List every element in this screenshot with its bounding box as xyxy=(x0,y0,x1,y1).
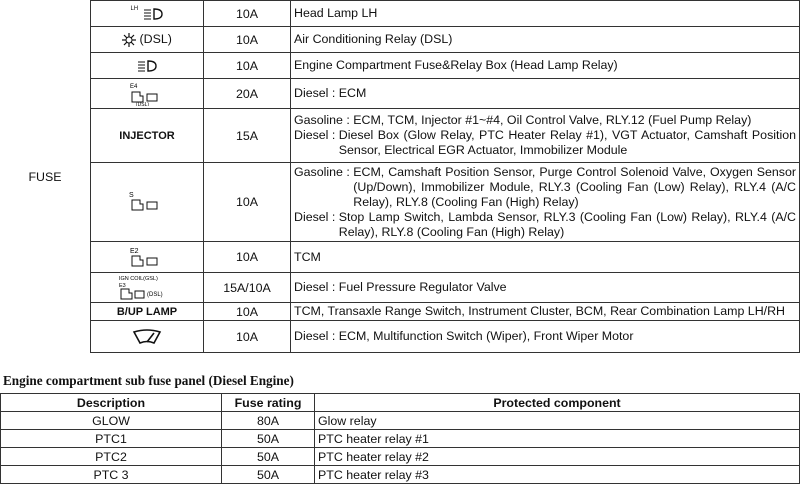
protected-component xyxy=(291,163,800,242)
svg-text:E4: E4 xyxy=(130,83,138,90)
symbol-cell xyxy=(91,1,204,27)
svg-text:E2: E2 xyxy=(130,248,139,255)
injector-label: INJECTOR xyxy=(91,109,204,163)
protected-component: Air Conditioning Relay (DSL) xyxy=(291,27,800,53)
svg-text:IGN COIL(GSL): IGN COIL(GSL) xyxy=(119,275,158,282)
protected-component-cell: PTC heater relay #3 xyxy=(315,466,800,484)
protected-component: Diesel : Fuel Pressure Regulator Valve xyxy=(291,273,800,303)
lh-label: LH xyxy=(130,6,139,13)
svg-text:E3: E3 xyxy=(119,282,126,289)
fuse-rating-cell: 50A xyxy=(222,466,315,484)
svg-text:S: S xyxy=(129,192,134,199)
engine-tcm-icon xyxy=(127,246,167,268)
description-cell: PTC2 xyxy=(1,448,222,466)
protected-component: TCM, Transaxle Range Switch, Instrument Cluster, BCM, Rear Combination Lamp LH/RH xyxy=(291,303,800,321)
dsl-label: (DSL) xyxy=(139,32,172,47)
fuse-rating-cell: 50A xyxy=(222,430,315,448)
table-row xyxy=(1,448,800,466)
table-row xyxy=(0,79,800,109)
fuse-rating: 10A xyxy=(204,163,291,242)
table-row xyxy=(1,466,800,484)
protected-component-cell: PTC heater relay #1 xyxy=(315,430,800,448)
fuse-rating: 20A xyxy=(204,79,291,109)
protected-component-cell: Glow relay xyxy=(315,412,800,430)
column-header-protected-component: Protected component xyxy=(315,394,800,412)
symbol-cell xyxy=(91,163,204,242)
diesel-components: Diesel Box (Glow Relay, PTC Heater Relay #1), VGT Actuator, Camshaft Position Sensor, Electrical EGR Actuator, Immobilizer Module xyxy=(338,128,796,157)
table-row xyxy=(0,109,800,163)
protected-component: Engine Compartment Fuse&Relay Box (Head Lamp Relay) xyxy=(291,53,800,79)
fuse-rating: 10A xyxy=(204,242,291,273)
protected-component: Diesel : ECM, Multifunction Switch (Wiper), Front Wiper Motor xyxy=(291,321,800,353)
description-cell: PTC 3 xyxy=(1,466,222,484)
fuse-rating-cell: 50A xyxy=(222,448,315,466)
symbol-cell xyxy=(91,27,204,53)
fuse-rating-cell: 80A xyxy=(222,412,315,430)
gasoline-label: Gasoline : xyxy=(294,113,350,127)
fuse-rating: 10A xyxy=(204,321,291,353)
gasoline-label: Gasoline : xyxy=(294,164,350,179)
diesel-components: Stop Lamp Switch, Lambda Sensor, RLY.3 (Cooling Fan (Low) Relay), RLY.4 (A/C Relay), RLY.8 (Cooling Fan (High) Relay) xyxy=(338,209,796,239)
table-row xyxy=(0,303,800,321)
gasoline-components: ECM, TCM, Injector #1~#4, Oil Control Valve, RLY.12 (Fuel Pump Relay) xyxy=(353,113,752,127)
fuse-rating: 15A/10A xyxy=(204,273,291,303)
engine-ignition-icon xyxy=(115,275,179,301)
description-cell: PTC1 xyxy=(1,430,222,448)
fuse-rating: 10A xyxy=(204,303,291,321)
svg-text:(DSL): (DSL) xyxy=(147,291,163,298)
protected-component: TCM xyxy=(291,242,800,273)
svg-text:(DSL): (DSL) xyxy=(136,101,150,106)
protected-component: Diesel : ECM xyxy=(291,79,800,109)
table-row xyxy=(0,163,800,242)
engine-ecm-icon xyxy=(127,191,167,213)
table-row xyxy=(0,242,800,273)
bup-lamp-label: B/UP LAMP xyxy=(91,303,204,321)
engine-ecm-icon xyxy=(127,82,167,106)
table-row xyxy=(0,1,800,27)
fuse-rating: 10A xyxy=(204,27,291,53)
table-row xyxy=(0,53,800,79)
sub-fuse-table xyxy=(0,393,800,484)
fuse-rating: 10A xyxy=(204,1,291,27)
sub-panel-title: Engine compartment sub fuse panel (Diesel Engine) xyxy=(3,373,294,388)
head-lamp-icon xyxy=(136,59,158,73)
description-cell: GLOW xyxy=(1,412,222,430)
gasoline-components: ECM, Camshaft Position Sensor, Purge Control Solenoid Valve, Oxygen Sensor (Up/Down), Immobilizer Module, RLY.3 (Cooling Fan (Low) Relay), RLY.4 (A/C Relay), RLY.8 (Cooling Fan (High) Relay) xyxy=(353,164,796,209)
table-row xyxy=(0,27,800,53)
wiper-icon xyxy=(132,329,162,345)
table-row xyxy=(0,321,800,353)
protected-component: Head Lamp LH xyxy=(291,1,800,27)
header-row xyxy=(1,394,800,412)
symbol-cell xyxy=(91,53,204,79)
fuse-category-label: FUSE xyxy=(0,1,91,353)
protected-component xyxy=(291,109,800,163)
table-row xyxy=(1,412,800,430)
symbol-cell xyxy=(91,273,204,303)
symbol-cell xyxy=(91,79,204,109)
table-row xyxy=(1,430,800,448)
column-header-description: Description xyxy=(1,394,222,412)
diesel-label: Diesel : xyxy=(294,128,336,142)
symbol-cell xyxy=(91,242,204,273)
column-header-fuse-rating: Fuse rating xyxy=(222,394,315,412)
air-conditioning-icon xyxy=(122,33,136,47)
diesel-label: Diesel : xyxy=(294,209,336,224)
table-row xyxy=(0,273,800,303)
fuse-rating: 10A xyxy=(204,53,291,79)
symbol-cell xyxy=(91,321,204,353)
head-lamp-icon xyxy=(142,7,164,21)
fuse-rating: 15A xyxy=(204,109,291,163)
protected-component-cell: PTC heater relay #2 xyxy=(315,448,800,466)
